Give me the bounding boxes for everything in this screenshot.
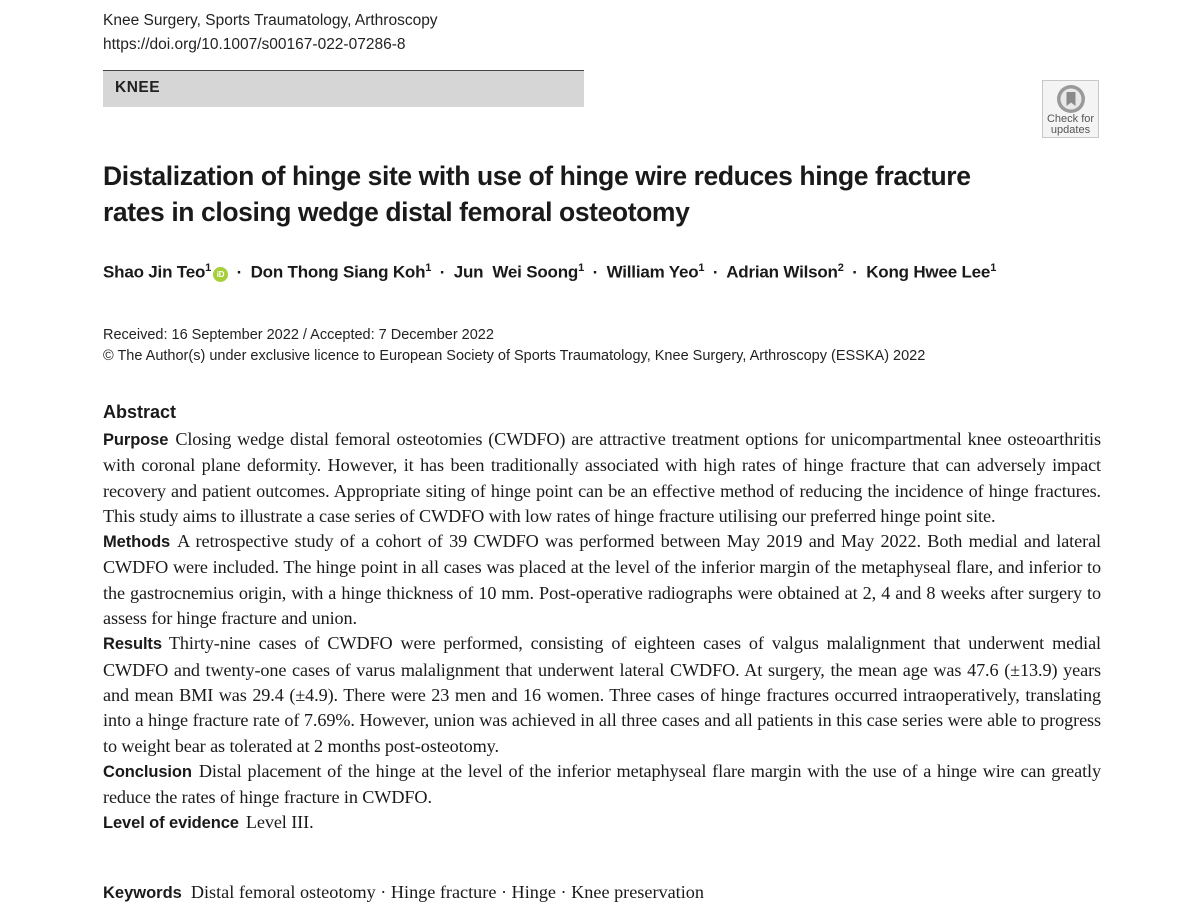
author-separator: · <box>439 262 446 282</box>
abstract-section-label: Methods <box>103 533 171 552</box>
author-affiliation: 1 <box>698 262 705 274</box>
author-name[interactable]: Shao Jin Teo <box>103 262 206 282</box>
author-affiliation: 1 <box>578 262 585 274</box>
abstract-section-text: Closing wedge distal femoral osteotomies (CWDFO) are attractive treatment options for unicompartmental knee osteoarthritis with coronal plane deformity. However, it has been traditionally associated with high rates of hinge fracture that can adversely impact recovery and patient outcomes. Appropriate siting of hinge point can be an effective method of reducing the incidence of hinge fractures. This study aims to illustrate a case series of CWDFO with low rates of hinge fracture utilising our preferred hinge point site. <box>103 429 1101 526</box>
abstract-section-label: Level of evidence <box>103 814 239 833</box>
author-separator: · <box>236 262 243 282</box>
keywords-label: Keywords <box>103 884 182 902</box>
section-band <box>103 70 584 107</box>
abstract-conclusion <box>103 759 1101 811</box>
bookmark-icon <box>1056 84 1086 114</box>
author-separator: · <box>592 262 599 282</box>
author-name[interactable]: Kong Hwee Lee <box>866 262 991 282</box>
author-affiliation: 1 <box>425 262 432 274</box>
check-for-updates-badge[interactable] <box>1042 80 1099 138</box>
abstract-purpose <box>103 427 1101 529</box>
author-affiliation: 1 <box>990 262 997 274</box>
author-affiliation: 1 <box>205 262 212 274</box>
author-separator: · <box>852 262 858 282</box>
orcid-icon[interactable]: iD <box>213 267 228 282</box>
keywords-text: Distal femoral osteotomy · Hinge fracture · Hinge · Knee preservation <box>190 882 704 902</box>
doi-link[interactable]: https://doi.org/10.1007/s00167-022-07286-8 <box>103 36 406 53</box>
author-affiliation: 2 <box>837 262 844 274</box>
abstract-section-text: A retrospective study of a cohort of 39 CWDFO was performed between May 2019 and May 2022. Both medial and lateral CWDFO were included. The hinge point in all cases was placed at the level of the inferior margin of the metaphyseal flare, and inferior to the gastrocnemius origin, with a hinge thickness of 10 mm. Post-operative radiographs were obtained at 2, 4 and 8 weeks after surgery to assess for hinge fracture and union. <box>103 531 1101 629</box>
author-name[interactable]: William Yeo <box>606 262 699 282</box>
abstract-section-text: Distal placement of the hinge at the level of the inferior metaphyseal flare margin with the use of a hinge wire can greatly reduce the rates of hinge fracture in CWDFO. <box>103 760 1101 808</box>
received-accepted: Received: 16 September 2022 / Accepted: 7 December 2022 <box>103 327 494 343</box>
author-name[interactable]: Don Thong Siang Koh <box>250 262 426 282</box>
section-label: KNEE <box>115 79 161 96</box>
abstract-level-of-evidence <box>103 810 1101 836</box>
abstract-section-label: Purpose <box>103 431 169 449</box>
abstract-section-label: Conclusion <box>103 762 192 781</box>
check-text-line1: Check for <box>1046 113 1095 125</box>
abstract-section-label: Results <box>103 635 162 654</box>
author-list <box>103 262 1103 283</box>
journal-name: Knee Surgery, Sports Traumatology, Arthroscopy <box>103 12 438 29</box>
article-dates <box>103 325 925 367</box>
article-title: Distalization of hinge site with use of hinge wire reduces hinge fracture rates in closing wedge distal femoral osteotomy <box>103 161 971 227</box>
abstract-section-text: Thirty-nine cases of CWDFO were performed, consisting of eighteen cases of valgus malalignment that underwent medial CWDFO and twenty-one cases of varus malalignment that underwent lateral CWDFO. At surgery, the mean age was 47.6 (±13.9) years and mean BMI was 29.4 (±4.9). There were 23 men and 16 women. Three cases of hinge fractures occurred intraoperatively, translating into a hinge fracture rate of 7.69%. However, union was achieved in all three cases and all patients in this case series were able to progress to weight bear as tolerated at 2 months post-osteotomy. <box>103 633 1101 756</box>
abstract-section-text: Level III. <box>245 812 314 833</box>
author-name[interactable]: Adrian Wilson <box>726 262 838 282</box>
abstract-heading: Abstract <box>103 402 177 422</box>
author-separator: · <box>712 262 719 282</box>
copyright-notice: © The Author(s) under exclusive licence to European Society of Sports Traumatology, Knee Surgery, Arthroscopy (ESSKA) 2022 <box>103 348 926 364</box>
abstract-results <box>103 631 1101 758</box>
check-text-line2: updates <box>1050 124 1091 136</box>
abstract-methods <box>103 529 1101 631</box>
author-name[interactable]: Jun Wei Soong <box>453 262 579 282</box>
keywords <box>103 882 1101 903</box>
abstract <box>103 402 1101 837</box>
